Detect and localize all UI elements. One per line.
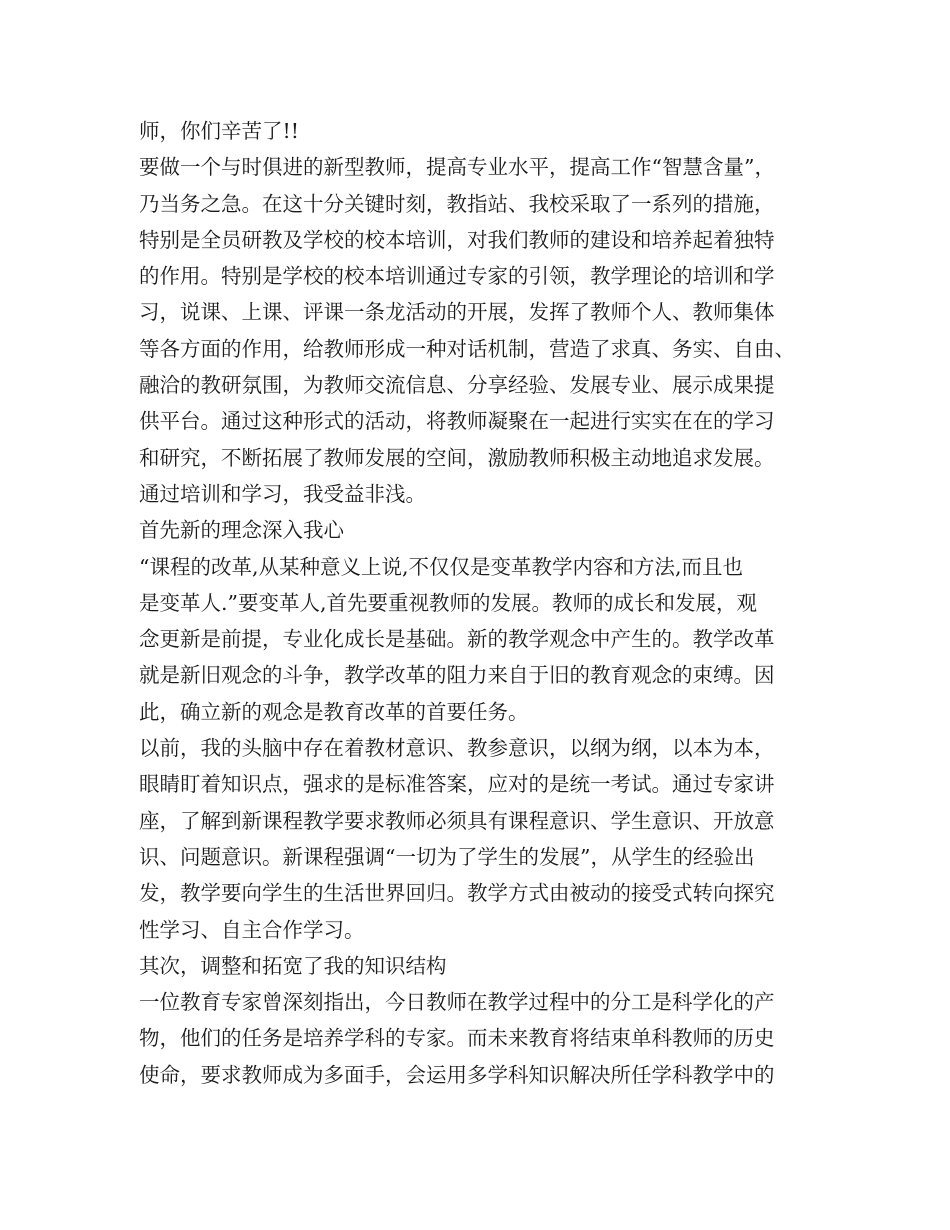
text-line: 以前，我的头脑中存在着教材意识、教参意识，以纲为纲，以本为本，	[139, 736, 775, 761]
text-line: 乃当务之急。在这十分关键时刻，教指站、我校采取了一系列的措施，	[139, 191, 775, 216]
text-line: 发，教学要向学生的生活世界回归。教学方式由被动的接受式转向探究	[139, 881, 775, 906]
text-line: 座，了解到新课程教学要求教师必须具有课程意识、学生意识、开放意	[139, 808, 775, 833]
text-line: 物，他们的任务是培养学科的专家。而未来教育将结束单科教师的历史	[139, 1026, 775, 1051]
text-line: 使命，要求教师成为多面手，会运用多学科知识解决所任学科教学中的	[139, 1062, 775, 1087]
text-line: 特别是全员研教及学校的校本培训，对我们教师的建设和培养起着独特	[139, 227, 775, 252]
text-line: 等各方面的作用，给教师形成一种对话机制，营造了求真、务实、自由、	[139, 336, 795, 361]
text-line: 融洽的教研氛围，为教师交流信息、分享经验、发展专业、展示成果提	[139, 373, 775, 398]
text-line: 师，你们辛苦了!!	[139, 119, 299, 143]
text-line: 通过培训和学习，我受益非浅。	[139, 481, 426, 506]
document-body	[139, 113, 829, 1093]
text-line: 是变革人.”要变革人,首先要重视教师的发展。教师的成长和发展，观	[139, 590, 758, 615]
text-line: 识、问题意识。新课程强调“一切为了学生的发展”，从学生的经验出	[139, 844, 755, 869]
text-line: “课程的改革,从某种意义上说,不仅仅是变革教学内容和方法,而且也	[139, 554, 744, 579]
text-line: 性学习、自主合作学习。	[139, 917, 365, 942]
text-line: 要做一个与时俱进的新型教师，提高专业水平，提高工作“智慧含量”，	[139, 155, 775, 180]
text-line: 供平台。通过这种形式的活动，将教师凝聚在一起进行实实在在的学习	[139, 409, 775, 434]
text-line: 念更新是前提，专业化成长是基础。新的教学观念中产生的。教学改革	[139, 627, 775, 652]
text-line: 习，说课、上课、评课一条龙活动的开展，发挥了教师个人、教师集体	[139, 300, 775, 325]
text-line: 和研究，不断拓展了教师发展的空间，激励教师积极主动地追求发展。	[139, 445, 775, 470]
section-heading: 首先新的理念深入我心	[139, 518, 344, 543]
text-line: 一位教育专家曾深刻指出，今日教师在教学过程中的分工是科学化的产	[139, 990, 775, 1015]
text-line: 的作用。特别是学校的校本培训通过专家的引领，教学理论的培训和学	[139, 264, 775, 289]
text-line: 此，确立新的观念是教育改革的首要任务。	[139, 699, 529, 724]
text-line: 就是新旧观念的斗争，教学改革的阻力来自于旧的教育观念的束缚。因	[139, 663, 775, 688]
text-line: 眼睛盯着知识点，强求的是标准答案，应对的是统一考试。通过专家讲	[139, 772, 775, 797]
section-heading: 其次，调整和拓宽了我的知识结构	[139, 953, 447, 978]
